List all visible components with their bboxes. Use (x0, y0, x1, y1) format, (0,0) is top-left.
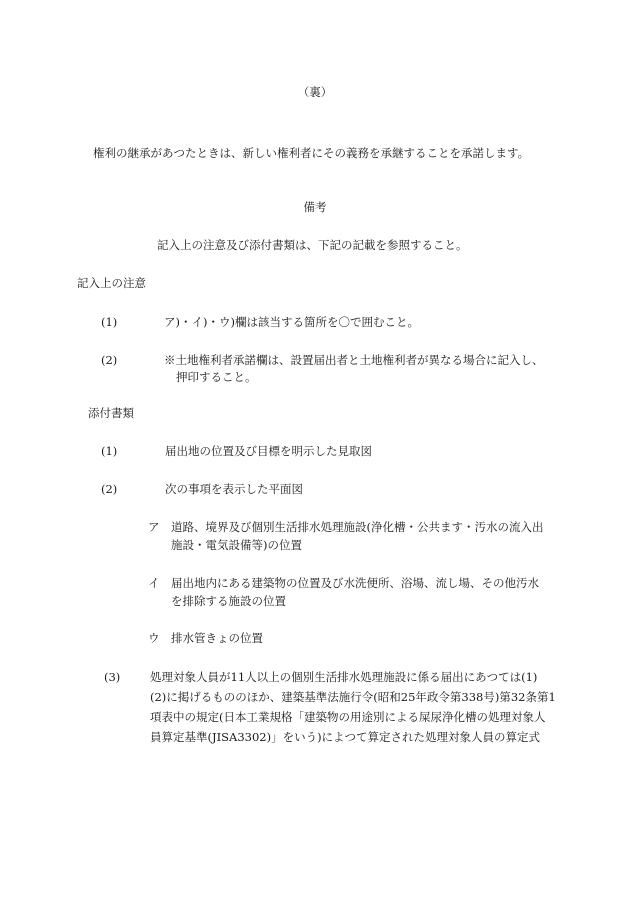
attachment-number: (3) (104, 670, 121, 684)
attachment-text-continued: (2)に掲げるもののほか、建築基準法施行令(昭和25年政令第338号)第32条第1 (150, 690, 556, 704)
attachment-text: 次の事項を表示した平面図 (165, 482, 303, 496)
remarks-title: 備考 (303, 200, 327, 214)
entry-note-text-continued: 押印すること。 (176, 370, 257, 384)
attachments-heading: 添付書類 (88, 406, 134, 420)
reverse-side-label: （裏） (297, 85, 333, 99)
entry-note-number: (1) (101, 315, 118, 329)
entry-note-number: (2) (101, 353, 118, 367)
attachment-number: (2) (101, 482, 118, 496)
subitem-mark: ア (148, 520, 160, 534)
entry-notes-heading: 記入上の注意 (77, 276, 146, 290)
attachment-text: 処理対象人員が11人以上の個別生活排水処理施設に係る届出にあつては(1) (150, 670, 538, 684)
entry-note-text: ※土地権利者承諾欄は、設置届出者と土地権利者が異なる場合に記入し、 (164, 353, 544, 367)
subitem-text-continued: 施設・電気設備等)の位置 (171, 538, 302, 552)
subitem-text: 届出地内にある建築物の位置及び水洗便所、浴場、流し場、その他汚水 (171, 576, 539, 590)
attachment-text-continued: 員算定基準(JISA3302)」をいう)によつて算定された処理対象人員の算定式 (150, 730, 541, 744)
entry-note-text: ア)・イ)・ウ)欄は該当する箇所を〇で囲むこと。 (164, 315, 419, 329)
subitem-text-continued: を排除する施設の位置 (171, 594, 286, 608)
attachment-number: (1) (101, 444, 118, 458)
remarks-intro: 記入上の注意及び添付書類は、下記の記載を参照すること。 (157, 238, 468, 252)
subitem-mark: イ (148, 576, 160, 590)
subitem-text: 排水管きょの位置 (171, 631, 263, 645)
consent-statement: 権利の継承があつたときは、新しい権利者にその義務を承継することを承諾します。 (93, 146, 530, 160)
subitem-mark: ウ (148, 631, 160, 645)
attachment-text-continued: 項表中の規定(日本工業規格「建築物の用途別による屎尿浄化槽の処理対象人 (150, 710, 546, 724)
attachment-text: 届出地の位置及び目標を明示した見取図 (165, 444, 372, 458)
subitem-text: 道路、境界及び個別生活排水処理施設(浄化槽・公共ます・汚水の流入出 (171, 520, 544, 534)
